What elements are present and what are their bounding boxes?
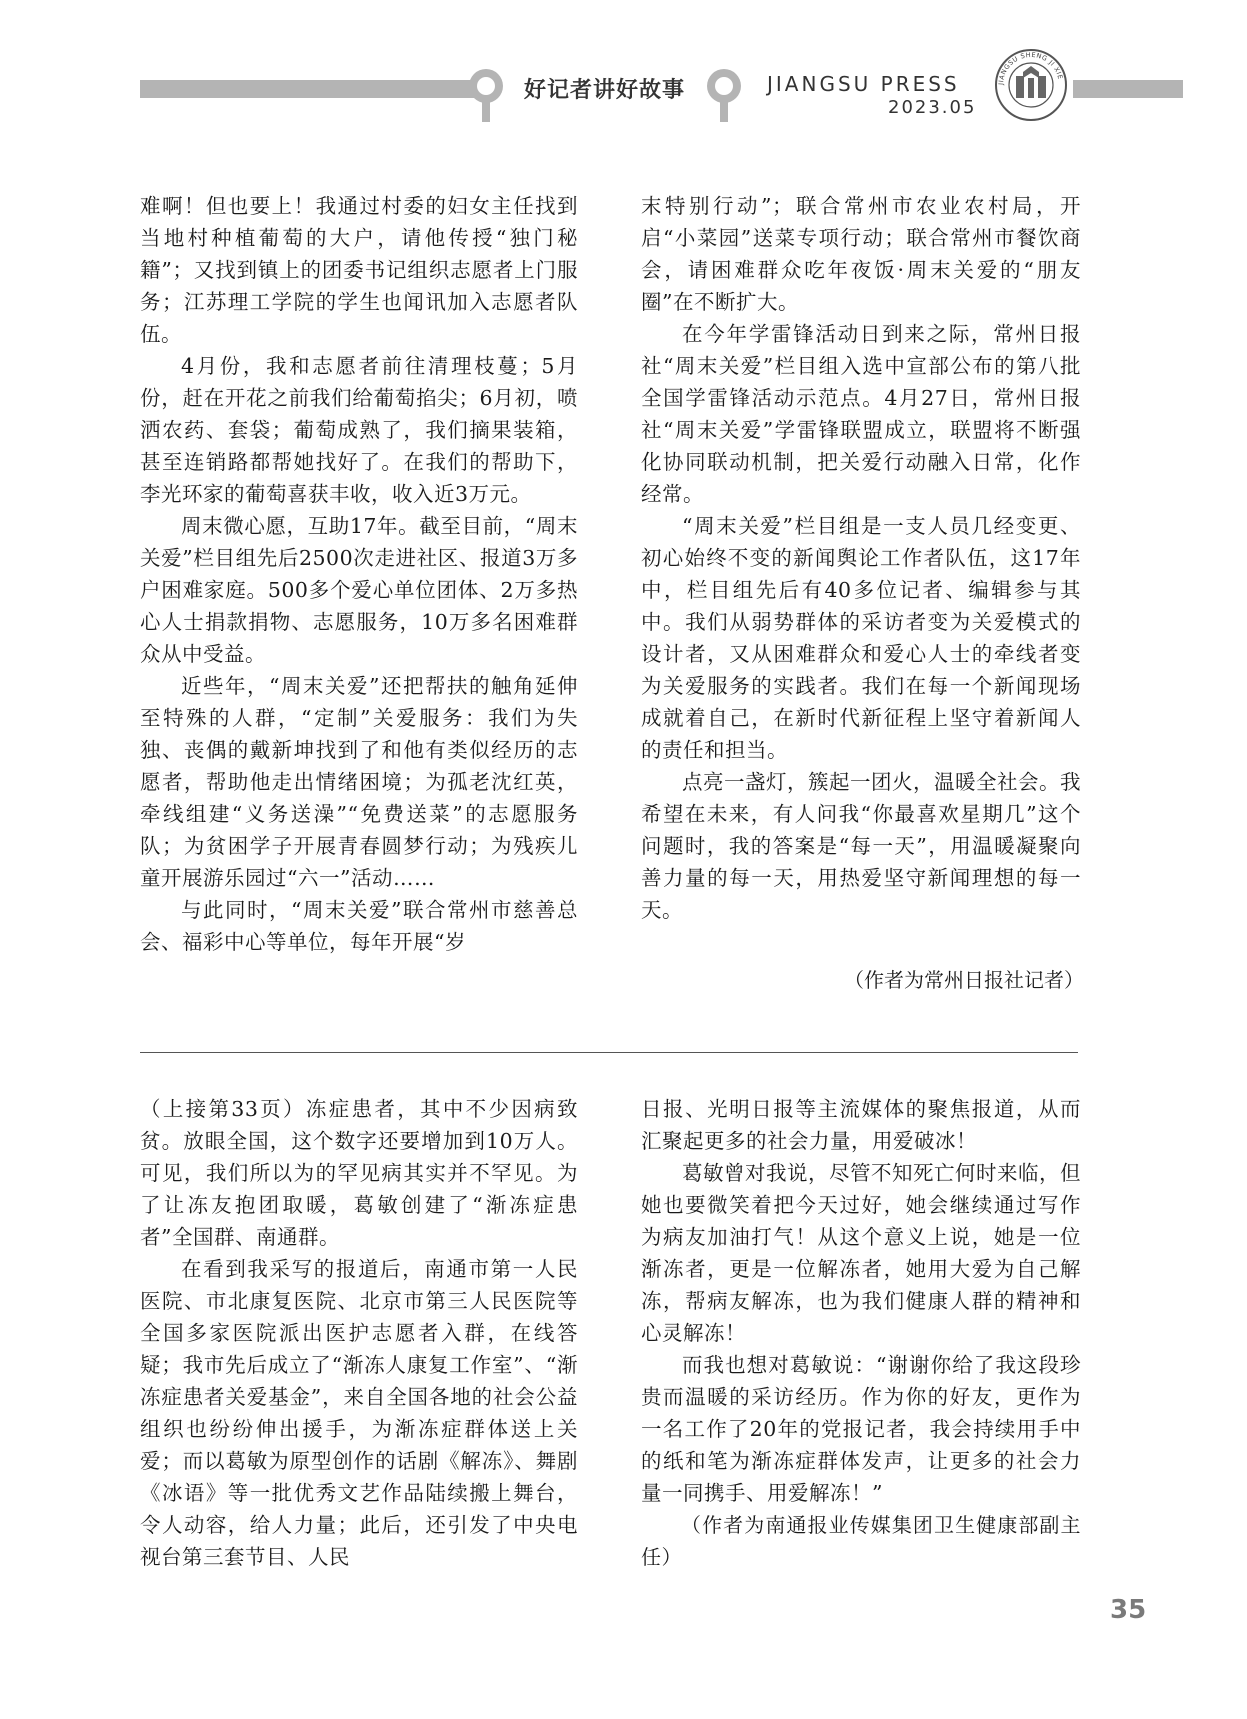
location-pin-icon [704,66,744,124]
paragraph: 末特别行动”；联合常州市农业农村局，开启“小菜园”送菜专项行动；联合常州市餐饮商会，请困难群众吃年夜饭·周末关爱的“朋友圈”在不断扩大。 [641,194,1081,314]
paragraph: 近些年，“周末关爱”还把帮扶的触角延伸至特殊的人群，“定制”关爱服务：我们为失独、丧偶的戴新坤找到了和他有类似经历的志愿者，帮助他走出情绪困境；为孤老沈红英，牵线组建“义务送澡”“免费送菜”的志愿服务队；为贫困学子开展青春圆梦行动；为残疾儿童开展游乐园过“六一”活动…… [140,674,578,890]
location-pin-icon [466,66,506,124]
article2-byline: （作者为南通报业传媒集团卫生健康部副主任） [641,1513,1081,1569]
paragraph: 点亮一盏灯，簇起一团火，温暖全社会。我希望在未来，有人问我“你最喜欢星期几”这个问题时，我的答案是“每一天”，用温暖凝聚向善力量的每一天，用热爱坚守新闻理想的每一天。 [641,770,1081,922]
paragraph: 难啊！但也要上！我通过村委的妇女主任找到当地村种植葡萄的大户，请他传授“独门秘籍”；又找到镇上的团委书记组织志愿者上门服务；江苏理工学院的学生也闻讯加入志愿者队伍。 [140,194,578,346]
section-title: 好记者讲好故事 [524,78,686,103]
article2-left-column [140,1093,578,1573]
header-bar-left [140,80,478,98]
paragraph: 与此同时，“周末关爱”联合常州市慈善总会、福彩中心等单位，每年开展“岁 [140,898,578,954]
article1-right-column [641,190,1081,926]
paragraph: 而我也想对葛敏说：“谢谢你给了我这段珍贵而温暖的采访经历。作为你的好友，更作为一名工作了20年的党报记者，我会持续用手中的纸和笔为渐冻症群体发声，让更多的社会力量一同携手、用爱解冻！” [641,1353,1081,1505]
magazine-name: JIANGSU PRESS [767,72,960,96]
seal-lettering: JIANGSU SHENG JI XIE [996,50,1065,86]
article1-left-column [140,190,578,958]
paragraph: 在看到我采写的报道后，南通市第一人民医院、市北康复医院、北京市第三人民医院等全国多家医院派出医护志愿者入群，在线答疑；我市先后成立了“渐冻人康复工作室”、“渐冻症患者关爱基金”，来自全国各地的社会公益组织也纷纷伸出援手，为渐冻症群体送上关爱；而以葛敏为原型创作的话剧《解冻》、舞剧《冰语》等一批优秀文艺作品陆续搬上舞台，令人动容，给人力量；此后，还引发了中央电视台第三套节目、人民 [140,1257,578,1569]
page-number: 35 [1110,1595,1147,1625]
paragraph: （上接第33页）冻症患者，其中不少因病致贫。放眼全国，这个数字还要增加到10万人。可见，我们所以为的罕见病其实并不罕见。为了让冻友抱团取暖，葛敏创建了“渐冻症患者”全国群、南通群。 [140,1097,578,1249]
article2-right-column [641,1093,1081,1573]
paragraph: 4月份，我和志愿者前往清理枝蔓；5月份，赶在开花之前我们给葡萄掐尖；6月初，喷洒农药、套袋；葡萄成熟了，我们摘果装箱，甚至连销路都帮她找好了。在我们的帮助下，李光环家的葡萄喜获丰收，收入近3万元。 [140,354,578,506]
paragraph: 日报、光明日报等主流媒体的聚焦报道，从而汇聚起更多的社会力量，用爱破冰！ [641,1097,1081,1153]
paragraph: 在今年学雷锋活动日到来之际，常州日报社“周末关爱”栏目组入选中宣部公布的第八批全国学雷锋活动示范点。4月27日，常州日报社“周末关爱”学雷锋联盟成立，联盟将不断强化协同联动机制，把关爱行动融入日常，化作经常。 [641,322,1081,506]
article1-byline: （作者为常州日报社记者） [844,968,1084,992]
paragraph: 葛敏曾对我说，尽管不知死亡何时来临，但她也要微笑着把今天过好，她会继续通过写作为病友加油打气！从这个意义上说，她是一位渐冻者，更是一位解冻者，她用大爱为自己解冻，帮病友解冻，也为我们健康人群的精神和心灵解冻！ [641,1161,1081,1345]
header-bar-right [1073,80,1183,98]
article-divider [140,1052,1078,1053]
issue-date: 2023.05 [888,97,977,118]
paragraph: “周末关爱”栏目组是一支人员几经变更、初心始终不变的新闻舆论工作者队伍，这17年中，栏目组先后有40多位记者、编辑参与其中。我们从弱势群体的采访者变为关爱模式的设计者，又从困难群众和爱心人士的牵线者变为关爱服务的实践者。我们在每一个新闻现场成就着自己，在新时代新征程上坚守着新闻人的责任和担当。 [641,514,1081,762]
association-seal-logo [994,48,1068,122]
paragraph: 周末微心愿，互助17年。截至目前，“周末关爱”栏目组先后2500次走进社区、报道3万多户困难家庭。500多个爱心单位团体、2万多热心人士捐款捐物、志愿服务，10万多名困难群众从中受益。 [140,514,578,666]
